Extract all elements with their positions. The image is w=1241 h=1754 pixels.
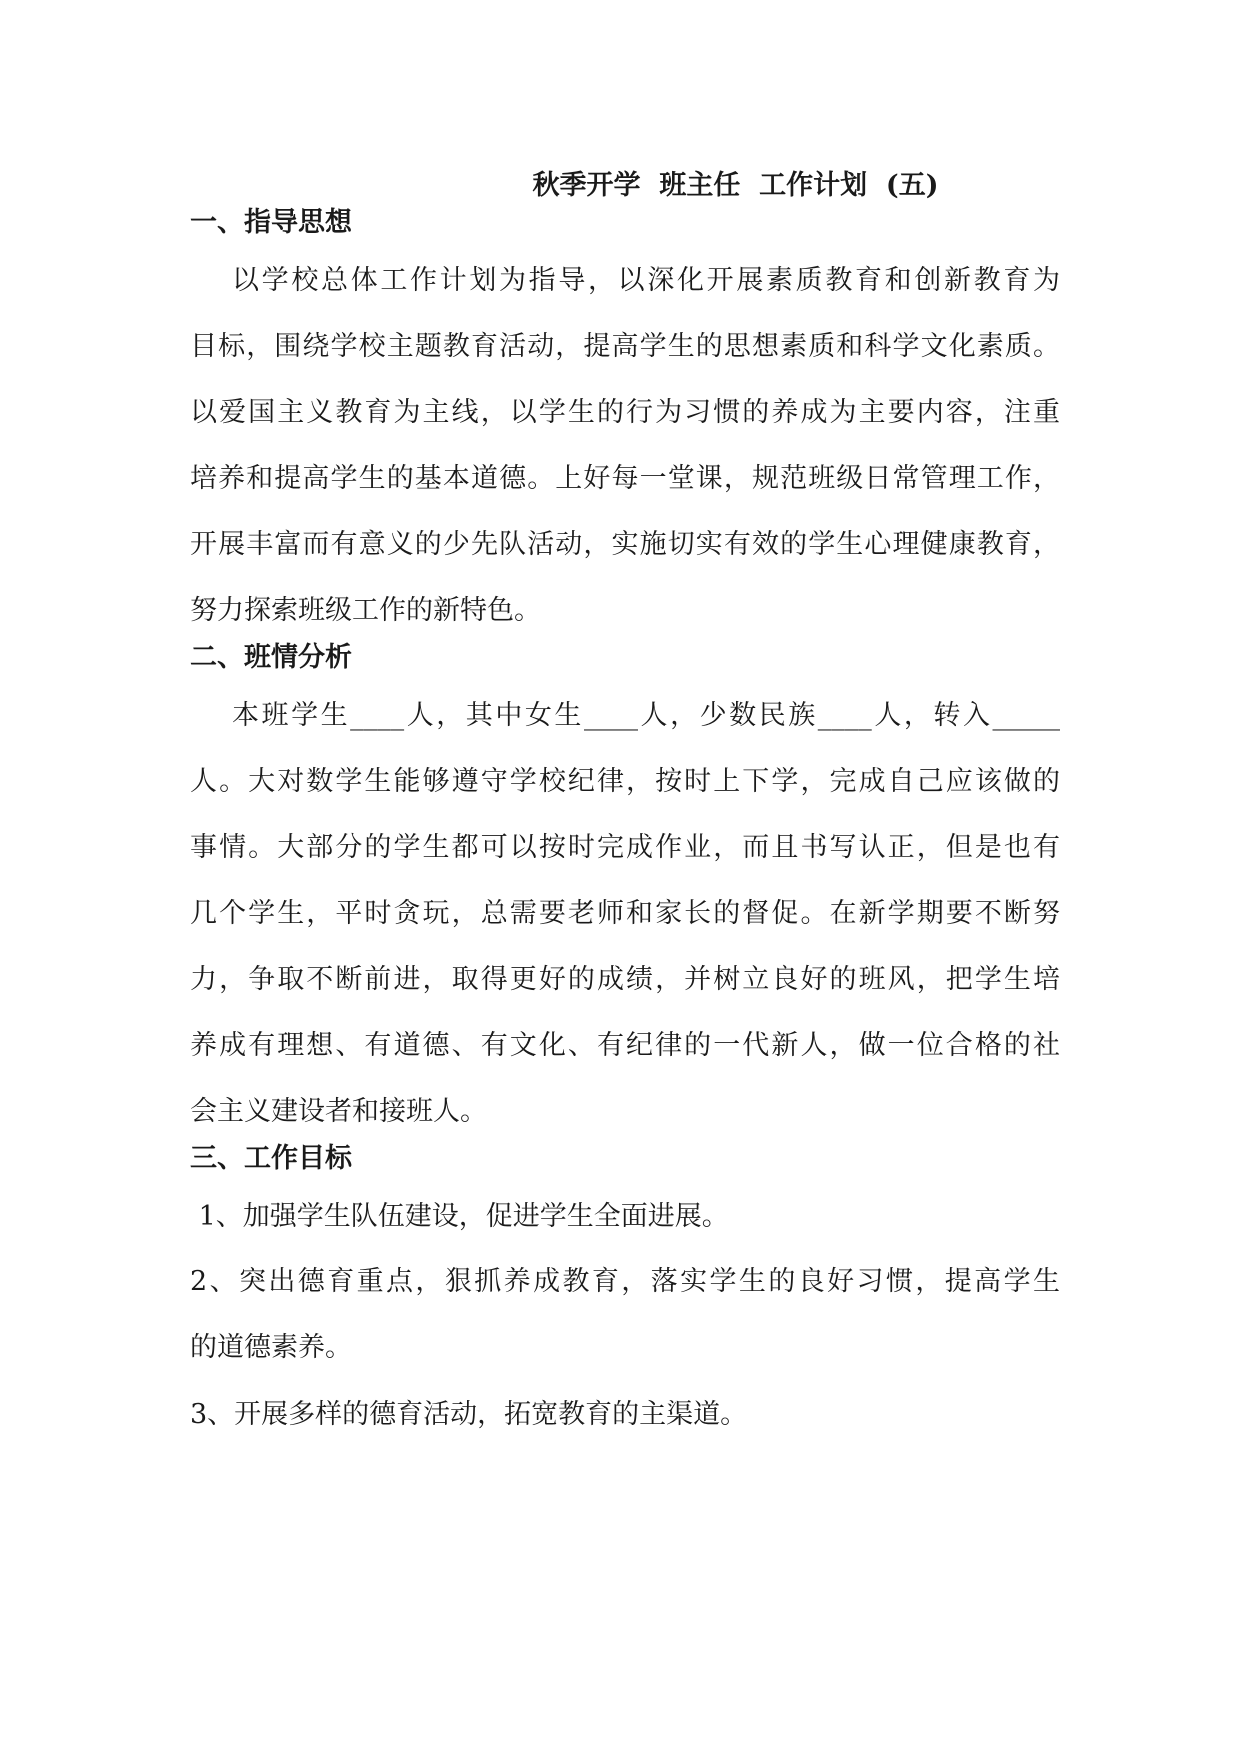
paragraph-line: 目标，围绕学校主题教育活动，提高学生的思想素质和科学文化素质。 <box>190 331 1060 362</box>
section-paragraph-guiding-thought <box>190 248 1060 644</box>
paragraph-line: 几个学生，平时贪玩，总需要老师和家长的督促。在新学期要不断努 <box>190 898 1060 929</box>
document-title: 秋季开学 班主任 工作计划 (五) <box>532 170 939 201</box>
paragraph-line: 本班学生____人，其中女生____人，少数民族____人，转入_____ <box>232 700 1060 731</box>
paragraph-line: 以爱国主义教育为主线，以学生的行为习惯的养成为主要内容，注重 <box>190 397 1060 428</box>
paragraph-line: 开展丰富而有意义的少先队活动，实施切实有效的学生心理健康教育， <box>190 529 1060 560</box>
paragraph-line: 2、突出德育重点，狠抓养成教育，落实学生的良好习惯，提高学生 <box>190 1266 1060 1297</box>
paragraph-line: 人。大对数学生能够遵守学校纪律，按时上下学，完成自己应该做的 <box>190 766 1060 797</box>
section-paragraph-class-analysis <box>190 683 1060 1145</box>
section-heading-work-goals: 三、工作目标 <box>190 1143 352 1174</box>
goal-item-2 <box>190 1249 1060 1381</box>
section-heading-class-analysis: 二、班情分析 <box>190 642 352 673</box>
goal-item-3: 3、开展多样的德育活动，拓宽教育的主渠道。 <box>190 1399 748 1430</box>
paragraph-line: 以学校总体工作计划为指导，以深化开展素质教育和创新教育为 <box>232 265 1060 296</box>
paragraph-line: 培养和提高学生的基本道德。上好每一堂课，规范班级日常管理工作， <box>190 463 1060 494</box>
paragraph-line: 的道德素养。 <box>190 1332 352 1363</box>
section-heading-guiding-thought: 一、指导思想 <box>190 207 352 238</box>
paragraph-line: 努力探索班级工作的新特色。 <box>190 595 541 626</box>
paragraph-line: 养成有理想、有道德、有文化、有纪律的一代新人，做一位合格的社 <box>190 1030 1060 1061</box>
paragraph-line: 会主义建设者和接班人。 <box>190 1096 487 1127</box>
paragraph-line: 力，争取不断前进，取得更好的成绩，并树立良好的班风，把学生培 <box>190 964 1060 995</box>
goal-item-1: 1、加强学生队伍建设，促进学生全面进展。 <box>190 1201 729 1232</box>
paragraph-line: 事情。大部分的学生都可以按时完成作业，而且书写认正，但是也有 <box>190 832 1060 863</box>
